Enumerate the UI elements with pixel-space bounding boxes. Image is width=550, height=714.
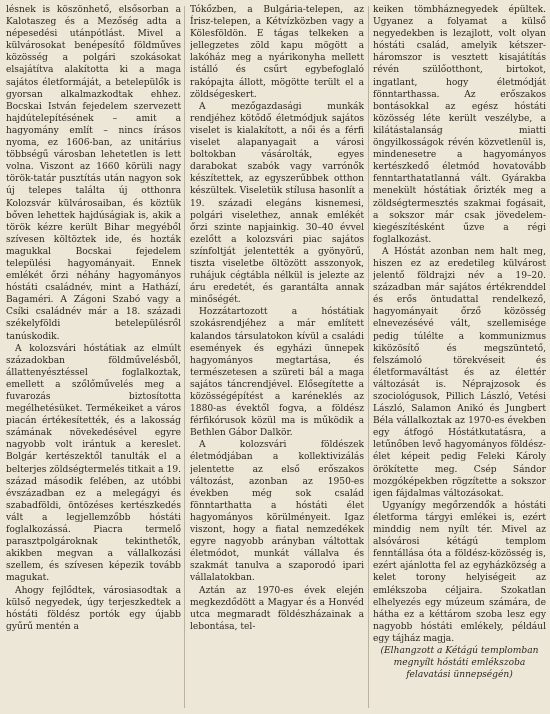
- article-column-1: [6, 4, 181, 710]
- column-divider: [184, 6, 185, 708]
- paragraph: A kolozsvári földészek életmódjában a kollektivizálás jelentette az első erőszakos változást, azonban az 1950-es években még sok család fönntarthatta a hóstáti élet hagyományos körülményeit. Igaz viszont, hogy a fiatal nemzedékek egyre nagyobb arányban váltottak életmódot, munkát vállalva és szakmát tanulva a szaporodó ipari vállalatokban.: [190, 440, 364, 584]
- paragraph: Aztán az 1970-es évek elején megkezdődött a Magyar és a Honvéd utca megmaradt földészházainak a lebontása, tel-: [190, 585, 364, 632]
- paragraph: Tókőzben, a Bulgária-telepen, az Írisz-telepen, a Kétvízközben vagy a Kölesföldön. E tágas telkeken a jellegzetes zöld kapu mögött a lakóház meg a nyárikonyha mellett istálló és csűrt egybefoglaló rakópajta állott, mögötte terült el a zöldségeskert.: [190, 5, 364, 100]
- paragraph: lésnek is köszönhető, elsősorban a Kalotaszeg és a Mezőség adta a népesedési utánpótlást. Mivel a külvárosokat benépesítő földműves közösség a polgári szokásokat elsajátítva alakította ki a maga sajátos életformáját, a betelepülők is gyorsan alkalmazkodtak ehhez. Bocskai István fejedelem szervezett hajdútelepítésének – amit a hagyomány említ – nincs írásos nyoma, ez 1606-ban, az unitárius többségű városban lehetetlen is lett volna. Viszont az 1660 körüli nagy török-tatár pusztítás után nagyon sok új telepes találta új otthonra Kolozsvár külvárosaiban, és köztük bőven lehettek hajdúságiak is, akik a török kézre került Bihar megyéből szívesen költöztek ide, és hozták magukkal Bocskai fejedelem települési hagyományait. Ennek emlékét őrzi néhány hagyományos hóstáti családnév, mint a Hathází, Bagaméri. A Zágoni Szabó vagy a Csíki családnév már a 18. századi székelyföldi betelepülésről tanúskodik.: [6, 5, 181, 342]
- article-column-3: [373, 4, 546, 710]
- paragraph: A mezőgazdasági munkák rendjéhez kötődő életmódjuk sajátos viselet is kialakított, a női és a férfi viselet alapanyagait a városi boltokban vásárolták, egyes darabokat szabók vagy varrónők készítettek, az egyszerűbbek otthon készültek. Viseletük stílusa hasonlít a 19. századi elegáns kisnemesi, polgári viselethez, annak emlékét őrzi szinte napjainkig. 30–40 évvel ezelőtt a kolozsvári piac sajátos színfoltját jelentették a gyönyörű, tiszta viseletbe öltözött asszonyok, ruhájuk cégtábla nélkül is jelezte az áru eredetét, és garantálta annak minőségét.: [190, 101, 364, 306]
- paragraph: A Hóstát azonban nem halt meg, hiszen ez az eredetileg külvárost jelentő földrajzi név a 19–20. században már sajátos értékrenddel és erős öntudattal rendelkező, hagyományait őrző közösség elnevezésévé vált, szellemisége pedig túlélte a kommunizmus kiközösítő és megszüntető, felszámoló törekvéseit és életformaváltást és az élettér változását is. Néprajzosok és szociológusok, Pillich László, Vetési László, Salamon Anikó és Jungbert Béla vállalkoztak az 1970-es években egy átfogó Hóstátkutatásra, a letűnőben levő hagyományos földész-élet képeit pedig Feleki Károly örökítette meg. Csép Sándor mozgóképekben rögzítette a sokszor igen fájdalmas változásokat.: [373, 246, 546, 499]
- paragraph: keiken tömbháznegyedek épültek. Ugyanez a folyamat a külső negyedekben is lezajlott, volt olyan hóstáti család, amelyik kétszer-háromszor is vesztett kisajátítás révén szülőotthont, birtokot, ingatlant, hogy életmódját fönntarthassa. Az erőszakos bontásokkal az egész hóstáti közösség léte került veszélybe, a kilátástalanság miatti öngyilkosságok révén közvetlenül is, mindenesetre a hagyományos kertészkedő életmód hovatovább fenntarthatatlanná vált. Gyárakba menekült hóstátiak őrizték meg a zöldségtermesztés szakmai fogásait, a sokszor már csak jövedelem-kiegészítésként űzve a régi foglalkozást.: [373, 5, 546, 245]
- paragraph: A kolozsvári hóstátiak az elmúlt századokban földművelésből, állattenyésztéssel foglalkoztak, emellett a szőlőművelés meg a fuvarozás biztosította megélhetésüket. Termékeiket a város piacán értékesítették, és a lakosság számának növekedésével egyre nagyobb volt irántuk a kereslet. Bolgár kertészektől tanulták el a belterjes zöldségtermelés titkait a 19. század második felében, az utóbbi évszázadban ez a melegágyi és szabadföldi, öntözéses kertészkedés vált a legjellemzőbb hóstáti foglalkozássá. Piacra termelő parasztpolgároknak tekinthetők, akikben megvan a vállalkozási szellem, és szívesen képezik tovább magukat.: [6, 343, 181, 584]
- paragraph: Ahogy fejlődtek, városiasodtak a külső negyedek, úgy terjeszkedtek a hóstáti földész portók egy újabb gyűrű mentén a: [6, 585, 181, 632]
- article-column-2: [190, 4, 364, 710]
- paragraph: Hozzátartozott a hóstátiak szokásrendjéhez a már említett kalandos társulatokon kívül a családi események és egyházi ünnepek hagyományos megtartása, és természetesen a szüreti bál a maga sajátos táncrendjével. Elősegítette a közösségépítést a karéneklés az 1880-as évektől fogva, a földész férfikórusok közül ma is működik a Bethlen Gábor Dalkör.: [190, 307, 364, 439]
- article-caption: (Elhangzott a Kétágú templomban megnyílt hóstáti emlékszoba felavatási ünnepségén): [380, 645, 539, 681]
- paragraph: Ugyanígy megőrzendők a hóstáti életforma tárgyi emlékei is, ezért minddig nem nyílt tér. Mivel az alsóvárosi kétágú templom fenntállása óta a földész-közösség is, ezért ajánlotta fel az egyházközség a kelet torony helyiségeit az emlékszoba céljaira. Szokatlan elhelyezés egy múzeum számára, de hátha ez a kéttárom szoba lesz egy nagyobb hóstáti emlékely, például egy tájház magja.: [373, 500, 546, 644]
- column-divider: [368, 6, 369, 708]
